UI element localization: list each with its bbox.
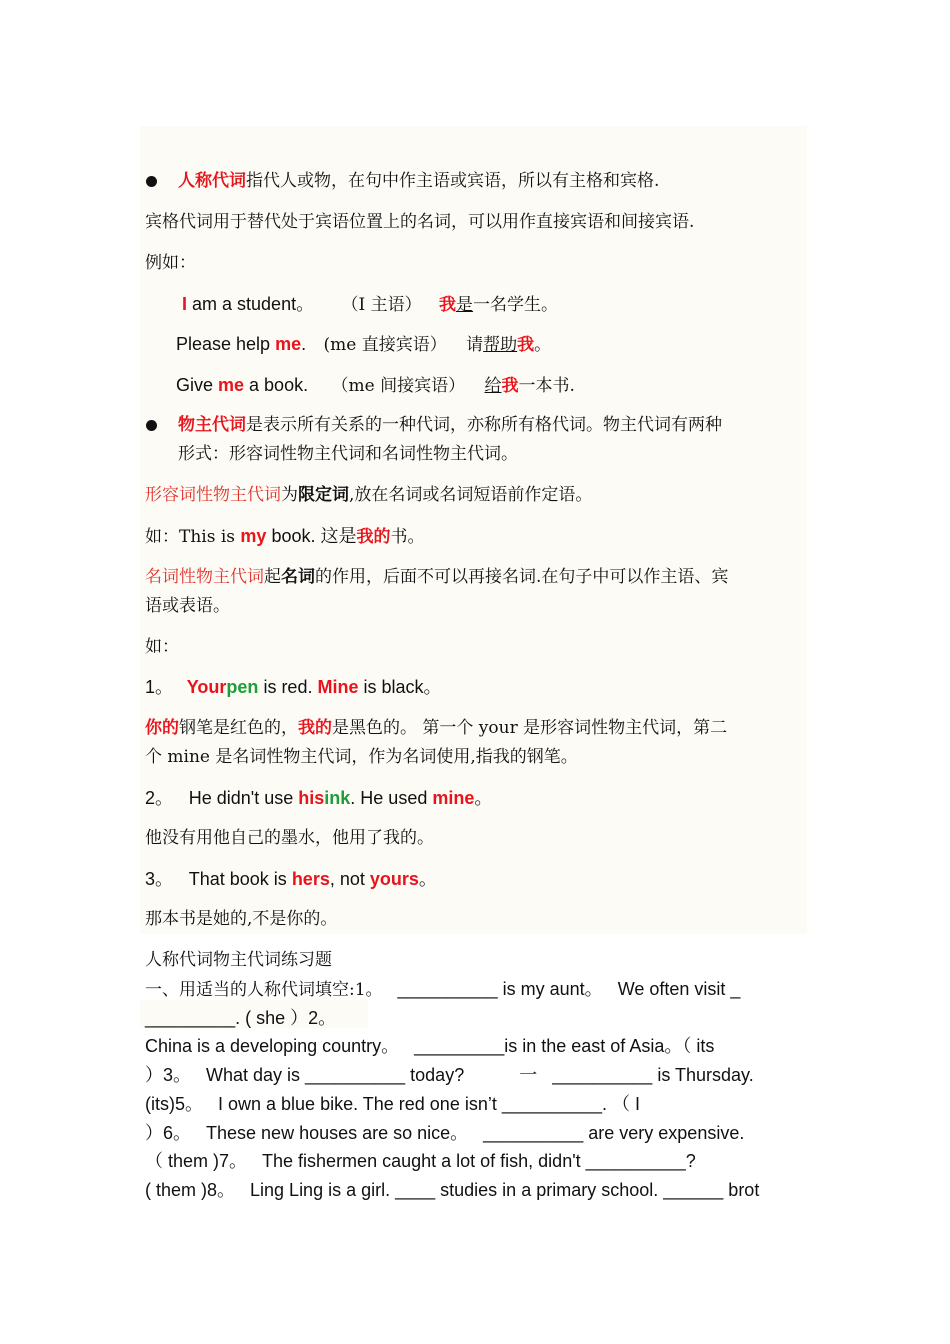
item-1-pen: pen bbox=[226, 677, 259, 697]
example-2-note: (me 直接宾语） bbox=[323, 335, 447, 355]
term-personal-pronoun: 人称代词 bbox=[178, 171, 246, 191]
item-3 bbox=[145, 868, 437, 891]
example-3-cn-rest: 一本书. bbox=[518, 376, 575, 396]
exercise-line4: ）3。 What day is __________ today? 一 __________ is Thursday. bbox=[145, 1065, 754, 1085]
adj-mid: 为 bbox=[281, 485, 298, 505]
adj-ex-post: book. 这是 bbox=[266, 526, 357, 546]
ru-label: 如： bbox=[145, 637, 179, 657]
example-1-note: （I 主语） bbox=[341, 295, 422, 315]
section2-title bbox=[178, 414, 722, 436]
example-3-cn-u: 给 bbox=[484, 376, 502, 396]
example-3 bbox=[176, 374, 575, 397]
example-2 bbox=[176, 333, 551, 356]
item-2-mine: mine bbox=[432, 788, 475, 808]
item-3-num: 3。 bbox=[145, 869, 174, 889]
adj-ex-red: my bbox=[240, 526, 267, 546]
item-2 bbox=[145, 787, 492, 810]
item-1-cn-mid: 钢笔是红色的， bbox=[179, 718, 298, 738]
example-2-pre: Please help bbox=[176, 334, 276, 354]
item-2-end: 。 bbox=[474, 788, 493, 808]
item-1-cn-red2: 我的 bbox=[298, 718, 332, 738]
example-1-cn-rest: 一名学生。 bbox=[473, 295, 559, 315]
section2-title-line2: 形式：形容词性物主代词和名词性物主代词。 bbox=[178, 444, 518, 464]
item-1-cn-rest1: 是黑色的。 第一个 your 是形容词性物主代词，第二 bbox=[332, 718, 728, 738]
example-2-cn-u: 帮助 bbox=[483, 335, 518, 355]
item-2-mid: . He used bbox=[350, 788, 433, 808]
example-3-pre: Give bbox=[176, 375, 219, 395]
exercise-title: 人称代词物主代词练习题 bbox=[145, 950, 332, 970]
example-1-cn-u: 是 bbox=[456, 295, 474, 315]
example-2-red: me bbox=[275, 334, 302, 354]
item-1-mid: is red. bbox=[258, 677, 318, 697]
noun-bold: 名词 bbox=[281, 567, 315, 587]
item-3-yours: yours bbox=[369, 869, 419, 889]
adj-bold: 限定词 bbox=[298, 485, 349, 505]
adj-ex-pre: 如：This is bbox=[145, 527, 241, 547]
exercise-line1 bbox=[145, 978, 740, 1001]
item-1-num: 1。 bbox=[145, 677, 174, 697]
item-2-his: his bbox=[298, 788, 325, 808]
exercise-line1-en: __________ is my aunt。 We often visit _ bbox=[382, 979, 741, 999]
noun-possessive-line bbox=[145, 566, 728, 588]
exercise-line3: China is a developing country。 _________is in the east of Asia。（ its bbox=[145, 1036, 715, 1056]
example-1 bbox=[182, 293, 558, 316]
item-3-mid: , not bbox=[329, 869, 370, 889]
item-1-cn-line2: 个 mine 是名词性物主代词，作为名词使用,指我的钢笔。 bbox=[145, 747, 578, 767]
noun-possessive-line2: 语或表语。 bbox=[145, 596, 230, 616]
term-possessive-pronoun: 物主代词 bbox=[178, 415, 246, 435]
adj-ex-cn-rest: 书。 bbox=[390, 527, 425, 547]
example-2-cn-rest: 。 bbox=[534, 335, 552, 355]
adj-ex-cn-red: 我的 bbox=[356, 527, 391, 547]
exercise-line8: ( them )8。 Ling Ling is a girl. ____ studies in a primary school. ______ brot bbox=[145, 1180, 760, 1200]
bullet-icon bbox=[146, 176, 157, 187]
item-1-cn-red1: 你的 bbox=[145, 718, 179, 738]
item-2-num: 2。 bbox=[145, 788, 174, 808]
item-3-pre: That book is bbox=[188, 869, 292, 889]
exercise-line2: _________. ( she ）2。 bbox=[145, 1008, 337, 1028]
item-1 bbox=[145, 676, 442, 699]
example-1-text: am a student。 bbox=[187, 294, 315, 314]
item-3-hers: hers bbox=[291, 869, 330, 889]
item-1-your: Your bbox=[186, 677, 227, 697]
item-1-mine: Mine bbox=[317, 677, 359, 697]
example-1-cn-red: 我 bbox=[439, 295, 457, 315]
exercise-line1-cn: 一、用适当的人称代词填空:1。 bbox=[145, 980, 383, 1000]
noun-mid: 起 bbox=[264, 567, 281, 587]
example-3-cn-red: 我 bbox=[501, 376, 519, 396]
example-2-cn-pre: 请 bbox=[466, 335, 484, 355]
section2-title-text1: 是表示所有关系的一种代词，亦称所有格代词。物主代词有两种 bbox=[246, 415, 722, 435]
exercise-line5: (its)5。 I own a blue bike. The red one isn’t __________. （ I bbox=[145, 1094, 640, 1114]
item-2-pre: He didn't use bbox=[188, 788, 299, 808]
noun-rest1: 的作用，后面不可以再接名词.在句子中可以作主语、宾 bbox=[315, 567, 729, 587]
item-2-cn: 他没有用他自己的墨水，他用了我的。 bbox=[145, 828, 434, 848]
example-2-cn-red: 我 bbox=[517, 335, 535, 355]
adj-possessive-line bbox=[145, 484, 592, 506]
item-3-end: 。 bbox=[418, 869, 437, 889]
adj-rest: ,放在名词或名词短语前作定语。 bbox=[349, 485, 593, 505]
example-3-red: me bbox=[218, 375, 245, 395]
section1-title bbox=[178, 170, 659, 192]
term-adj-possessive: 形容词性物主代词 bbox=[145, 485, 281, 505]
example-3-post: a book. bbox=[244, 375, 309, 395]
section1-line3: 例如： bbox=[145, 253, 196, 273]
adj-example-line bbox=[145, 525, 424, 548]
item-3-cn: 那本书是她的,不是你的。 bbox=[145, 909, 338, 929]
bullet-icon bbox=[146, 420, 157, 431]
section1-line2: 宾格代词用于替代处于宾语位置上的名词，可以用作直接宾语和间接宾语. bbox=[145, 212, 695, 232]
item-2-ink: ink bbox=[324, 788, 351, 808]
term-noun-possessive: 名词性物主代词 bbox=[145, 567, 264, 587]
example-1-red: I bbox=[182, 294, 188, 314]
item-1-cn bbox=[145, 717, 727, 739]
exercise-line6: ）6。 These new houses are so nice。 __________ are very expensive. bbox=[145, 1123, 745, 1143]
example-3-note: （me 间接宾语） bbox=[331, 376, 466, 396]
section1-title-text: 指代人或物，在句中作主语或宾语，所以有主格和宾格. bbox=[246, 171, 660, 191]
exercise-line7: （ them )7。 The fishermen caught a lot of fish, didn't __________? bbox=[145, 1151, 696, 1171]
example-2-post: . bbox=[301, 334, 307, 354]
item-1-end: is black。 bbox=[358, 677, 442, 697]
